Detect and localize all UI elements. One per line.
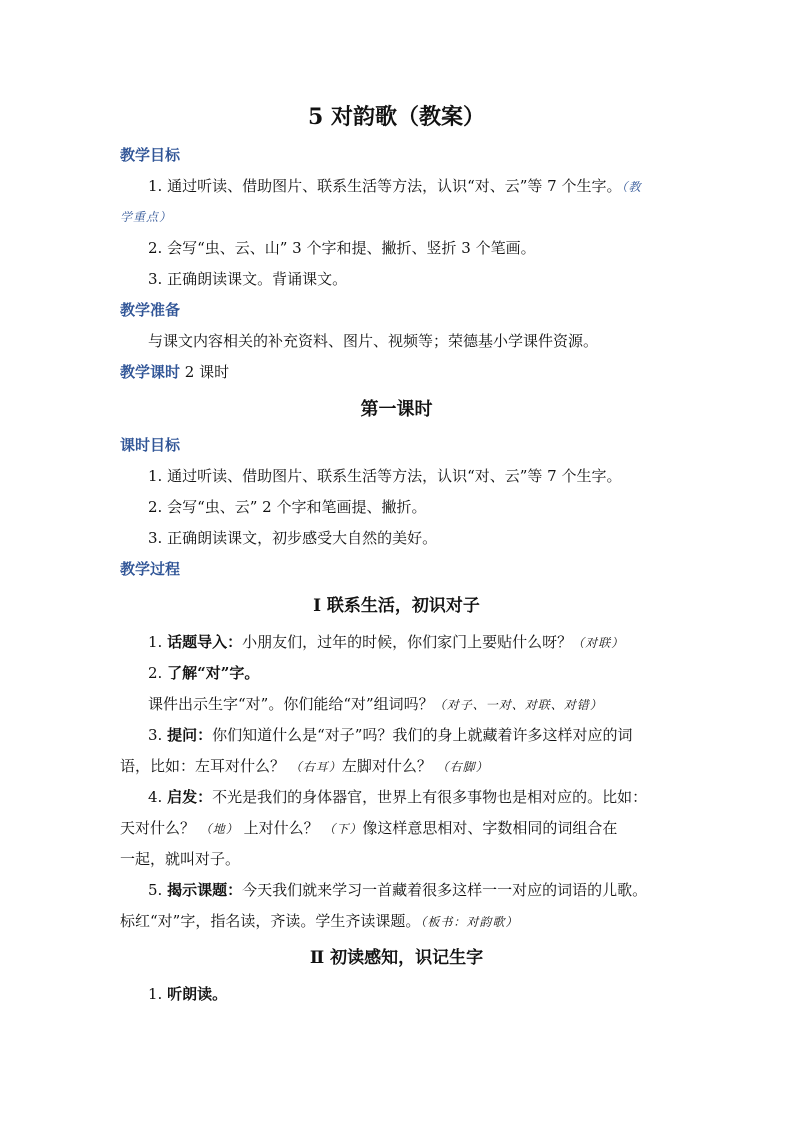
process-heading: 教学过程 <box>120 560 181 578</box>
s1-item-3 <box>148 725 632 745</box>
prep-heading: 教学准备 <box>120 301 181 319</box>
s1-item-2 <box>148 663 259 683</box>
item-number: 5. <box>148 881 168 899</box>
item-text: 语，比如：左耳对什么？ <box>120 757 286 775</box>
item-label: 揭示课题： <box>167 881 243 899</box>
item-note: （右脚） <box>436 760 489 774</box>
item-text: 天对什么？ <box>120 819 196 837</box>
goal-3: 3. 正确朗读课文。背诵课文。 <box>148 270 348 288</box>
item-note: （下） <box>323 822 363 836</box>
hours-value: 2 课时 <box>184 363 230 381</box>
item-number: 1. <box>148 985 168 1003</box>
item-number: 4. <box>148 788 168 806</box>
item-note: （右耳） <box>289 760 342 774</box>
item-text: 今天我们就来学习一首藏着很多这样一一对应的词语的儿歌。 <box>242 881 648 899</box>
item-text: 标红“对”字，指名读，齐读。学生齐读课题。 <box>120 912 421 930</box>
section2-title: Ⅱ 初读感知，识记生字 <box>309 948 484 968</box>
s1-item-4-cont <box>120 818 617 839</box>
goals-heading: 教学目标 <box>120 146 181 164</box>
item-text: 上对什么？ <box>243 819 319 837</box>
s1-item-4 <box>148 787 647 807</box>
lesson-goals-heading: 课时目标 <box>120 436 181 454</box>
s1-item-3-cont <box>120 756 489 777</box>
item-text: 左脚对什么？ <box>341 757 432 775</box>
goal-1-note-cont: 学重点） <box>120 210 173 224</box>
item-note: （对联） <box>572 636 625 650</box>
goal-1 <box>148 176 642 197</box>
item-label: 听朗读。 <box>167 985 228 1003</box>
document-title: 5 对韵歌（教案） <box>308 104 485 130</box>
item-number: 1. <box>148 633 168 651</box>
s1-item-2-body <box>148 694 603 715</box>
prep-text: 与课文内容相关的补充资料、图片、视频等；荣德基小学课件资源。 <box>148 332 599 350</box>
s1-item-5 <box>148 880 647 900</box>
item-number: 2. <box>148 664 168 682</box>
hours-line <box>120 362 229 382</box>
item-note: （对子、一对、对联、对错） <box>433 698 603 712</box>
item-label: 话题导入： <box>167 633 243 651</box>
section1-title: Ⅰ 联系生活，初识对子 <box>313 596 480 616</box>
goal-1-text: 1. 通过听读、借助图片、联系生活等方法，认识“对、云”等 7 个生字。 <box>148 177 622 195</box>
item-text: 课件出示生字“对”。你们能给“对”组词吗？ <box>148 695 434 713</box>
item-label: 了解“对”字。 <box>167 664 260 682</box>
s1-item-1 <box>148 632 624 653</box>
item-note: （板书：对韵歌） <box>420 915 519 929</box>
lesson-goal-1: 1. 通过听读、借助图片、联系生活等方法，认识“对、云”等 7 个生字。 <box>148 467 622 485</box>
lesson-goal-2: 2. 会写“虫、云” 2 个字和笔画提、撇折。 <box>148 498 427 516</box>
lesson-goal-3: 3. 正确朗读课文，初步感受大自然的美好。 <box>148 529 438 547</box>
item-note: （地） <box>199 822 239 836</box>
item-text: 像这样意思相对、字数相同的词组合在 <box>362 819 618 837</box>
s1-item-4-cont2: 一起，就叫对子。 <box>120 850 241 868</box>
s2-item-1 <box>148 984 227 1004</box>
hours-heading: 教学课时 <box>120 363 181 381</box>
s1-item-5-cont <box>120 911 518 932</box>
item-label: 提问： <box>167 726 213 744</box>
item-label: 启发： <box>167 788 213 806</box>
goal-1-note: （教 <box>621 180 642 194</box>
item-number: 3. <box>148 726 168 744</box>
lesson1-title: 第一课时 <box>360 399 433 420</box>
item-text: 你们知道什么是“对子”吗？我们的身上就藏着许多这样对应的词 <box>212 726 633 744</box>
goal-2: 2. 会写“虫、云、山” 3 个字和提、撇折、竖折 3 个笔画。 <box>148 239 536 257</box>
item-text: 小朋友们，过年的时候，你们家门上要贴什么呀？ <box>242 633 573 651</box>
item-text: 不光是我们的身体器官，世界上有很多事物也是相对应的。比如： <box>212 788 648 806</box>
